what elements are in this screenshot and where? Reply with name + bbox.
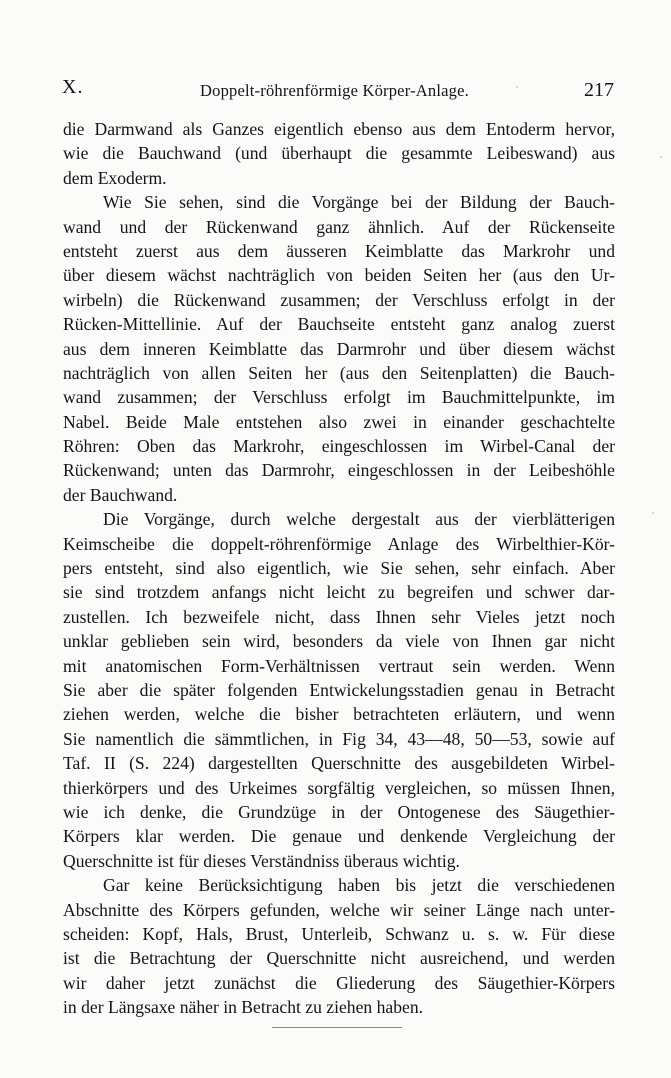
text-line: wand und der Rückenwand ganz ähnlich. Auf der Rückenseite (63, 216, 615, 237)
paper-speck (652, 512, 654, 514)
chapter-number: X. (62, 76, 84, 98)
paper-speck (516, 86, 518, 88)
running-title: Doppelt-röhrenförmige Körper-Anlage. (200, 81, 469, 100)
paragraph-start-line: Die Vorgänge, durch welche dergestalt aus der vierblätterigen (103, 509, 615, 530)
text-line: die Darmwand als Ganzes eigentlich ebenso aus dem Entoderm hervor, (63, 119, 615, 139)
text-line: ist die Betrachtung der Querschnitte nicht ausreichend, und werden (63, 948, 615, 969)
paragraph-start-line: Wie Sie sehen, sind die Vorgänge bei der Bildung der Bauch- (103, 192, 615, 213)
text-line: thierkörpers und des Urkeimes sorgfältig vergleichen, so müssen Ihnen, (63, 777, 615, 798)
text-line: zustellen. Ich bezweifele nicht, dass Ihnen sehr Vieles jetzt noch (63, 606, 615, 627)
running-header (62, 76, 614, 106)
text-line: Rückenwand; unten das Darmrohr, eingeschlossen in der Leibeshöhle (63, 460, 615, 481)
text-line: ziehen werden, welche die bisher betrachteten erläutern, und wenn (63, 704, 615, 725)
text-line: Rücken-Mittellinie. Auf der Bauchseite entsteht ganz analog zuerst (63, 314, 615, 335)
page-number: 217 (584, 79, 614, 101)
text-line: unklar geblieben sein wird, besonders da viele von Ihnen gar nicht (63, 631, 615, 652)
text-line: Abschnitte des Körpers gefunden, welche wir seiner Länge nach unter- (63, 899, 615, 920)
text-line: in der Längsaxe näher in Betracht zu ziehen haben. (63, 997, 424, 1018)
text-line: dem Exoderm. (63, 167, 167, 188)
text-line: Taf. II (S. 224) dargestellten Querschnitte des ausgebildeten Wirbel- (63, 753, 615, 774)
text-line: Röhren: Oben das Markrohr, eingeschlossen im Wirbel-Canal der (63, 436, 615, 457)
text-line: pers entsteht, sind also eigentlich, wie Sie sehen, sehr einfach. Aber (63, 558, 615, 579)
text-line: der Bauchwand. (63, 484, 178, 505)
text-line: wie ich denke, die Grundzüge in der Ontogenese des Säugethier- (63, 801, 615, 822)
body-text (63, 117, 615, 1019)
text-line: Sie aber die später folgenden Entwickelungsstadien genau in Betracht (63, 679, 615, 700)
text-line: Keimscheibe die doppelt-röhrenförmige Anlage des Wirbelthier-Kör- (63, 533, 615, 554)
text-line: mit anatomischen Form-Verhältnissen vertraut sein werden. Wenn (63, 655, 615, 676)
text-line: wie die Bauchwand (und überhaupt die gesammte Leibeswand) aus (63, 143, 615, 164)
text-line: über diesem wächst nachträglich von beiden Seiten her (aus den Ur- (63, 265, 615, 286)
text-line: nachträglich von allen Seiten her (aus den Seitenplatten) die Bauch- (63, 362, 615, 383)
text-line: Körpers klar werden. Die genaue und denkende Vergleichung der (63, 826, 615, 847)
text-line: entsteht zuerst aus dem äusseren Keimblatte das Markrohr und (63, 240, 615, 261)
text-line: aus dem inneren Keimblatte das Darmrohr und über diesem wächst (63, 338, 615, 359)
paragraph-start-line: Gar keine Berücksichtigung haben bis jetzt die verschiedenen (103, 875, 615, 896)
text-line: wir daher jetzt zunächst die Gliederung des Säugethier-Körpers (63, 972, 615, 993)
text-line: wand zusammen; der Verschluss erfolgt im Bauchmittelpunkte, im (63, 387, 615, 408)
paper-speck (660, 156, 662, 158)
footer-rule (272, 1027, 402, 1028)
text-line: scheiden: Kopf, Hals, Brust, Unterleib, Schwanz u. s. w. Für diese (63, 923, 615, 944)
text-line: Querschnitte ist für dieses Verständniss überaus wichtig. (63, 850, 460, 871)
text-line: wirbeln) die Rückenwand zusammen; der Verschluss erfolgt in der (63, 289, 615, 310)
text-line: Sie namentlich die sämmtlichen, in Fig 34, 43—48, 50—53, sowie auf (63, 728, 615, 749)
text-line: Nabel. Beide Male entstehen also zwei in einander geschachtelte (63, 411, 615, 432)
text-line: sie sind trotzdem anfangs nicht leicht zu begreifen und schwer dar- (63, 582, 615, 603)
